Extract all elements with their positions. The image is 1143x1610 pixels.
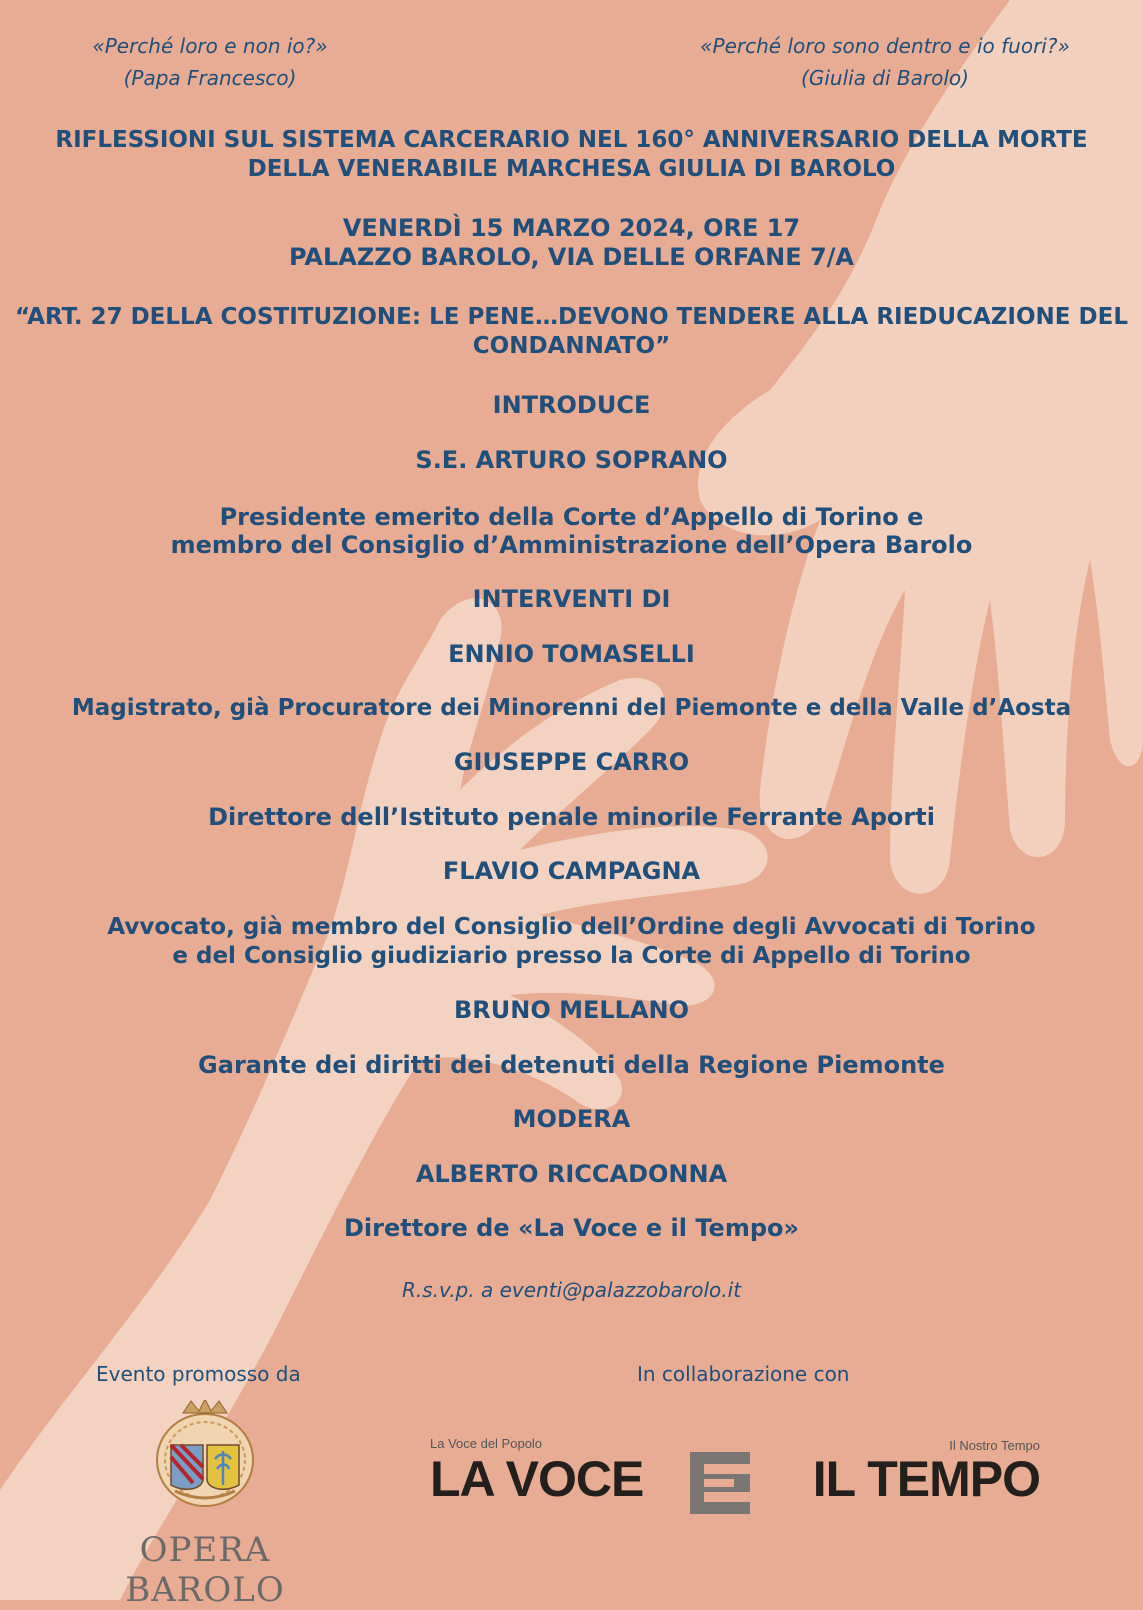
introducer-role-line2: membro del Consiglio d’Amministrazione dell’Opera Barolo	[170, 531, 973, 559]
rsvp-email[interactable]: R.s.v.p. a eventi@palazzobarolo.it	[401, 1278, 742, 1302]
event-place: PALAZZO BAROLO, VIA DELLE ORFANE 7/A	[289, 243, 854, 271]
opera-barolo-logo-text: OPERA BAROLO	[125, 1530, 285, 1610]
introduce-label: INTRODUCE	[492, 391, 651, 419]
speaker1-name: ENNIO TOMASELLI	[448, 640, 695, 668]
speaker2-role: Direttore dell’Istituto penale minorile Ferrante Aporti	[208, 803, 935, 831]
la-voce-il-tempo-logo	[430, 1436, 1040, 1516]
collaboration-label: In collaborazione con	[637, 1362, 850, 1386]
quote-right-author: (Giulia di Barolo)	[801, 66, 969, 90]
theme-line1: “ART. 27 DELLA COSTITUZIONE: LE PENE…DEVONO TENDERE ALLA RIEDUCAZIONE DEL	[15, 304, 1128, 330]
tempo-small-text: Il Nostro Tempo	[949, 1438, 1040, 1453]
moderator-role: Direttore de «La Voce e il Tempo»	[343, 1214, 799, 1242]
speaker2-name: GIUSEPPE CARRO	[453, 748, 690, 776]
voce-small-text: La Voce del Popolo	[430, 1436, 543, 1451]
promoted-by-label: Evento promosso da	[96, 1362, 301, 1386]
e-mark-icon	[690, 1452, 750, 1514]
speaker4-name: BRUNO MELLANO	[453, 996, 690, 1024]
speaker3-role-line2: e del Consiglio giudiziario presso la Corte di Appello di Torino	[172, 943, 971, 969]
speaker3-role-line1: Avvocato, già membro del Consiglio dell’Ordine degli Avvocati di Torino	[107, 914, 1036, 940]
voce-big-text: LA VOCE	[430, 1451, 644, 1507]
speaker4-role: Garante dei diritti dei detenuti della Regione Piemonte	[198, 1051, 945, 1079]
event-date: VENERDÌ 15 MARZO 2024, ORE 17	[342, 214, 801, 242]
modera-label: MODERA	[512, 1105, 631, 1133]
event-title-line1: RIFLESSIONI SUL SISTEMA CARCERARIO NEL 160° ANNIVERSARIO DELLA MORTE	[55, 127, 1088, 153]
introducer-role-line1: Presidente emerito della Corte d’Appello di Torino e	[219, 503, 924, 531]
speaker1-role: Magistrato, già Procuratore dei Minorenni del Piemonte e della Valle d’Aosta	[71, 695, 1072, 721]
quote-right-text: «Perché loro sono dentro e io fuori?»	[700, 34, 1070, 58]
quote-left-text: «Perché loro e non io?»	[92, 34, 328, 58]
introducer-name: S.E. ARTURO SOPRANO	[415, 446, 728, 474]
speaker3-name: FLAVIO CAMPAGNA	[442, 857, 701, 885]
moderator-name: ALBERTO RICCADONNA	[415, 1160, 728, 1188]
quote-left	[60, 30, 360, 94]
tempo-big-text: IL TEMPO	[812, 1451, 1040, 1507]
crest-icon	[60, 1400, 350, 1510]
theme-line2: CONDANNATO”	[472, 333, 671, 359]
interventi-label: INTERVENTI DI	[472, 585, 671, 613]
event-title-line2: DELLA VENERABILE MARCHESA GIULIA DI BAROLO	[247, 156, 896, 182]
quote-left-author: (Papa Francesco)	[123, 66, 297, 90]
opera-barolo-logo	[60, 1400, 350, 1610]
quote-right	[660, 30, 1110, 94]
